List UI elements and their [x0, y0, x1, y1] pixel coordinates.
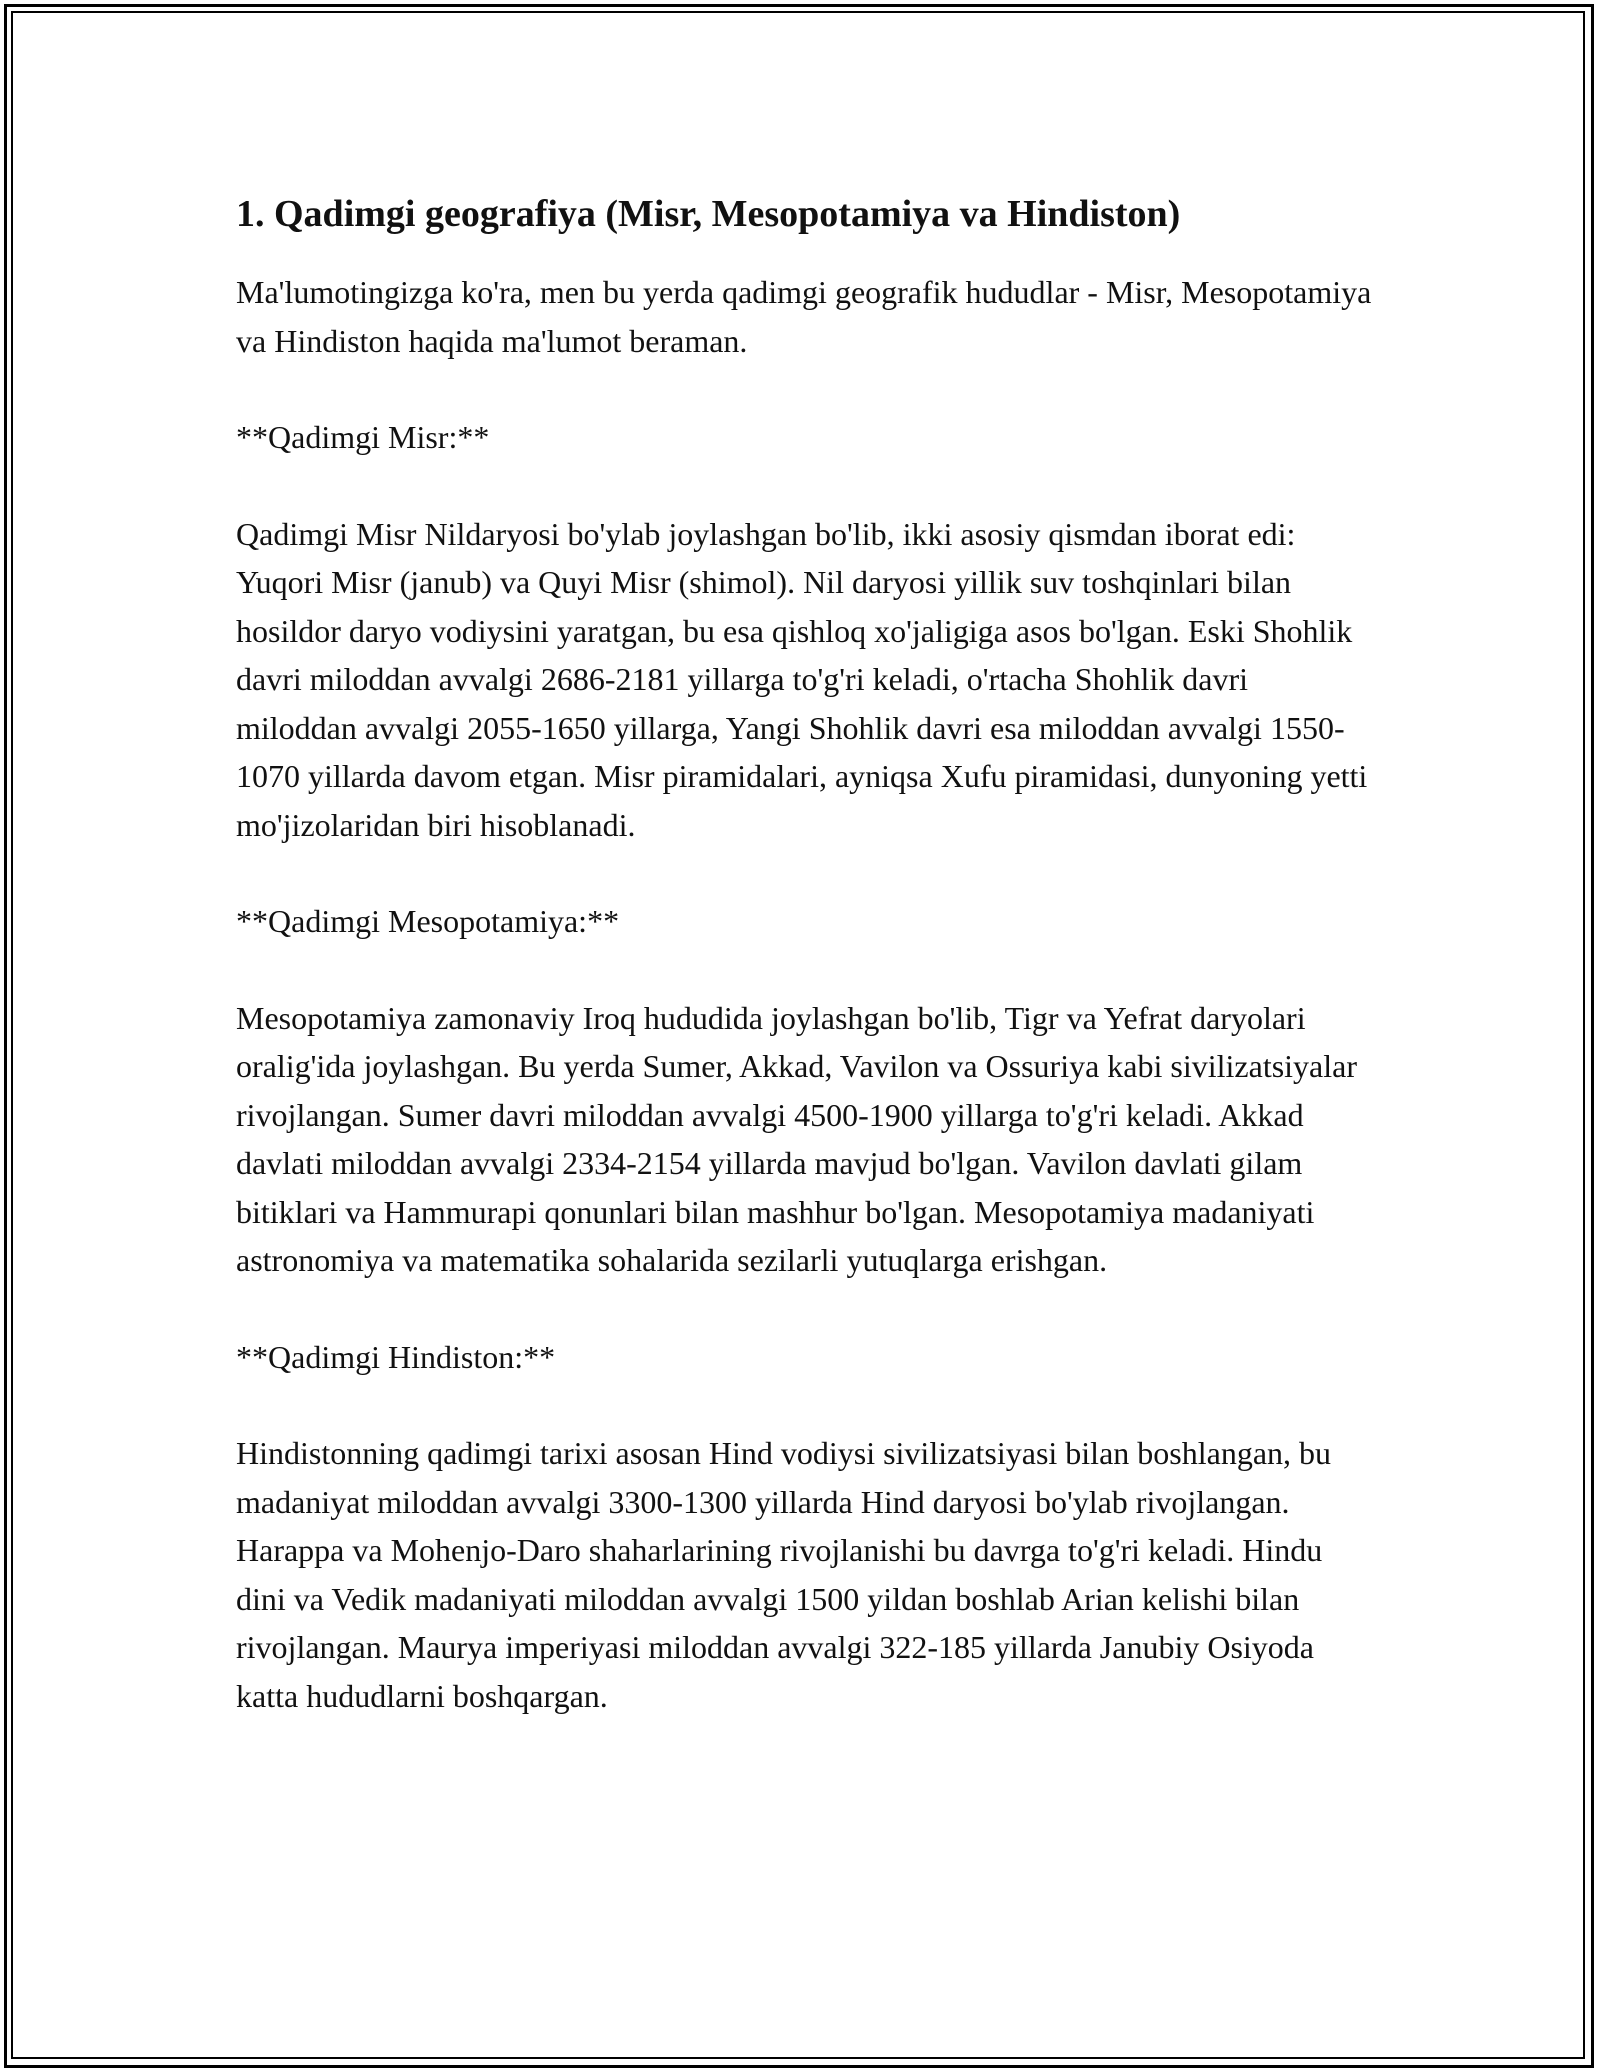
mesopotamia-paragraph: Mesopotamiya zamonaviy Iroq hududida joylashgan bo'lib, Tigr va Yefrat daryolari oralig'ida joylashgan. Bu yerda Sumer, Akkad, Vavilon va Ossuriya kabi sivilizatsiyalar rivojlangan. Sumer davri miloddan avvalgi 4500-1900 yillarga to'g'ri keladi. Akkad davlati miloddan avvalgi 2334-2154 yillarda mavjud bo'lgan. Vavilon davlati gilam bitiklari va Hammurapi qonunlari bilan mashhur bo'lgan. Mesopotamiya madaniyati astronomiya va matematika sohalarida sezilarli yutuqlarga erishgan.	[236, 999, 1357, 1278]
section-heading-mesopotamia: **Qadimgi Mesopotamiya:**	[236, 903, 620, 939]
document-title: 1. Qadimgi geografiya (Misr, Mesopotamiya va Hindiston)	[236, 193, 1181, 235]
india-paragraph: Hindistonning qadimgi tarixi asosan Hind vodiysi sivilizatsiyasi bilan boshlangan, bu madaniyat miloddan avvalgi 3300-1300 yillarda Hind daryosi bo'ylab rivojlangan. Harappa va Mohenjo-Daro shaharlarining rivojlanishi bu davrga to'g'ri keladi. Hindu dini va Vedik madaniyati miloddan avvalgi 1500 yildan boshlab Arian kelishi bilan rivojlangan. Maurya imperiyasi miloddan avvalgi 322-185 yillarda Janubiy Osiyoda katta hududlarni boshqargan.	[236, 1435, 1332, 1714]
section-heading-egypt: **Qadimgi Misr:**	[236, 419, 490, 455]
intro-paragraph: Ma'lumotingizga ko'ra, men bu yerda qadimgi geografik hududlar - Misr, Mesopotamiya va Hindiston haqida ma'lumot beraman.	[236, 274, 1372, 359]
document-body	[236, 186, 1376, 1768]
section-heading-india: **Qadimgi Hindiston:**	[236, 1338, 556, 1375]
egypt-paragraph: Qadimgi Misr Nildaryosi bo'ylab joylashgan bo'lib, ikki asosiy qismdan iborat edi: Yuqori Misr (janub) va Quyi Misr (shimol). Nil daryosi yillik suv toshqinlari bilan hosildor daryo vodiysini yaratgan, bu esa qishloq xo'jaligiga asos bo'lgan. Eski Shohlik davri miloddan avvalgi 2686-2181 yillarga to'g'ri keladi, o'rtacha Shohlik davri miloddan avvalgi 2055-1650 yillarga, Yangi Shohlik davri esa miloddan avvalgi 1550-1070 yillarda davom etgan. Misr piramidalari, ayniqsa Xufu piramidasi, dunyoning yetti mo'jizolaridan biri hisoblanadi.	[236, 515, 1368, 843]
